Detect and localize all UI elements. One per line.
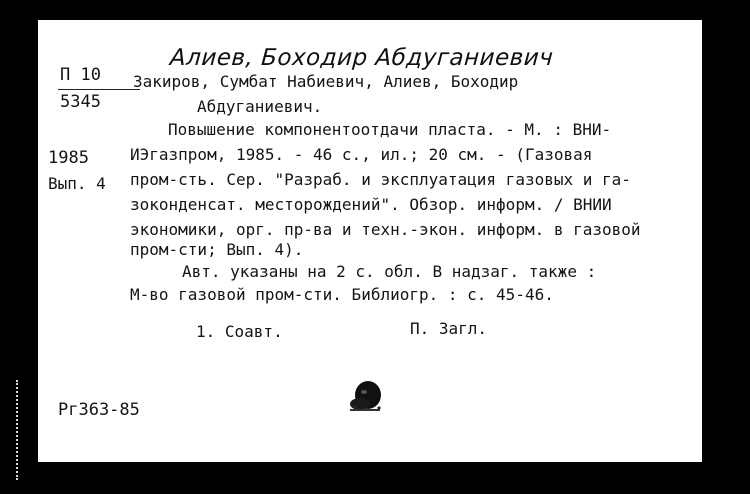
scan-edge-artifact: [16, 380, 26, 480]
body-line: Закиров, Сумбат Набиевич, Алиев, Боходир: [133, 72, 519, 91]
publication-year: 1985: [48, 148, 89, 168]
issue-number: Вып. 4: [48, 174, 106, 193]
tracing-title: П. Загл.: [410, 319, 488, 338]
body-line: Повышение компонентоотдачи пласта. - М. : ВНИ-: [168, 120, 612, 139]
registration-number: Рг363-85: [58, 400, 140, 420]
body-line: М-во газовой пром-сти. Библиогр. : с. 45-46.: [130, 285, 554, 304]
catalog-card: [38, 20, 702, 462]
body-line: Авт. указаны на 2 с. обл. В надзаг. также :: [182, 262, 597, 281]
body-line: пром-сть. Сер. "Разраб. и эксплуатация газовых и га-: [130, 170, 631, 189]
shelfmark-divider: [58, 89, 140, 90]
tracing-coauthor: 1. Соавт.: [196, 322, 283, 341]
shelfmark-top: П 10: [60, 65, 101, 85]
body-line: ИЭгазпром, 1985. - 46 с., ил.; 20 см. - (Газовая: [130, 145, 593, 164]
shelfmark-bottom: 5345: [60, 92, 101, 112]
body-line: зоконденсат. месторождений". Обзор. информ. / ВНИИ: [130, 195, 612, 214]
body-line: пром-сти; Вып. 4).: [130, 240, 304, 259]
body-line: Абдуганиевич.: [197, 97, 323, 116]
body-line: экономики, орг. пр-ва и техн.-экон. информ. в газовой: [130, 220, 641, 239]
ink-stamp-icon: [346, 376, 388, 416]
card-heading: Алиев, Боходир Абдуганиевич: [169, 45, 555, 71]
